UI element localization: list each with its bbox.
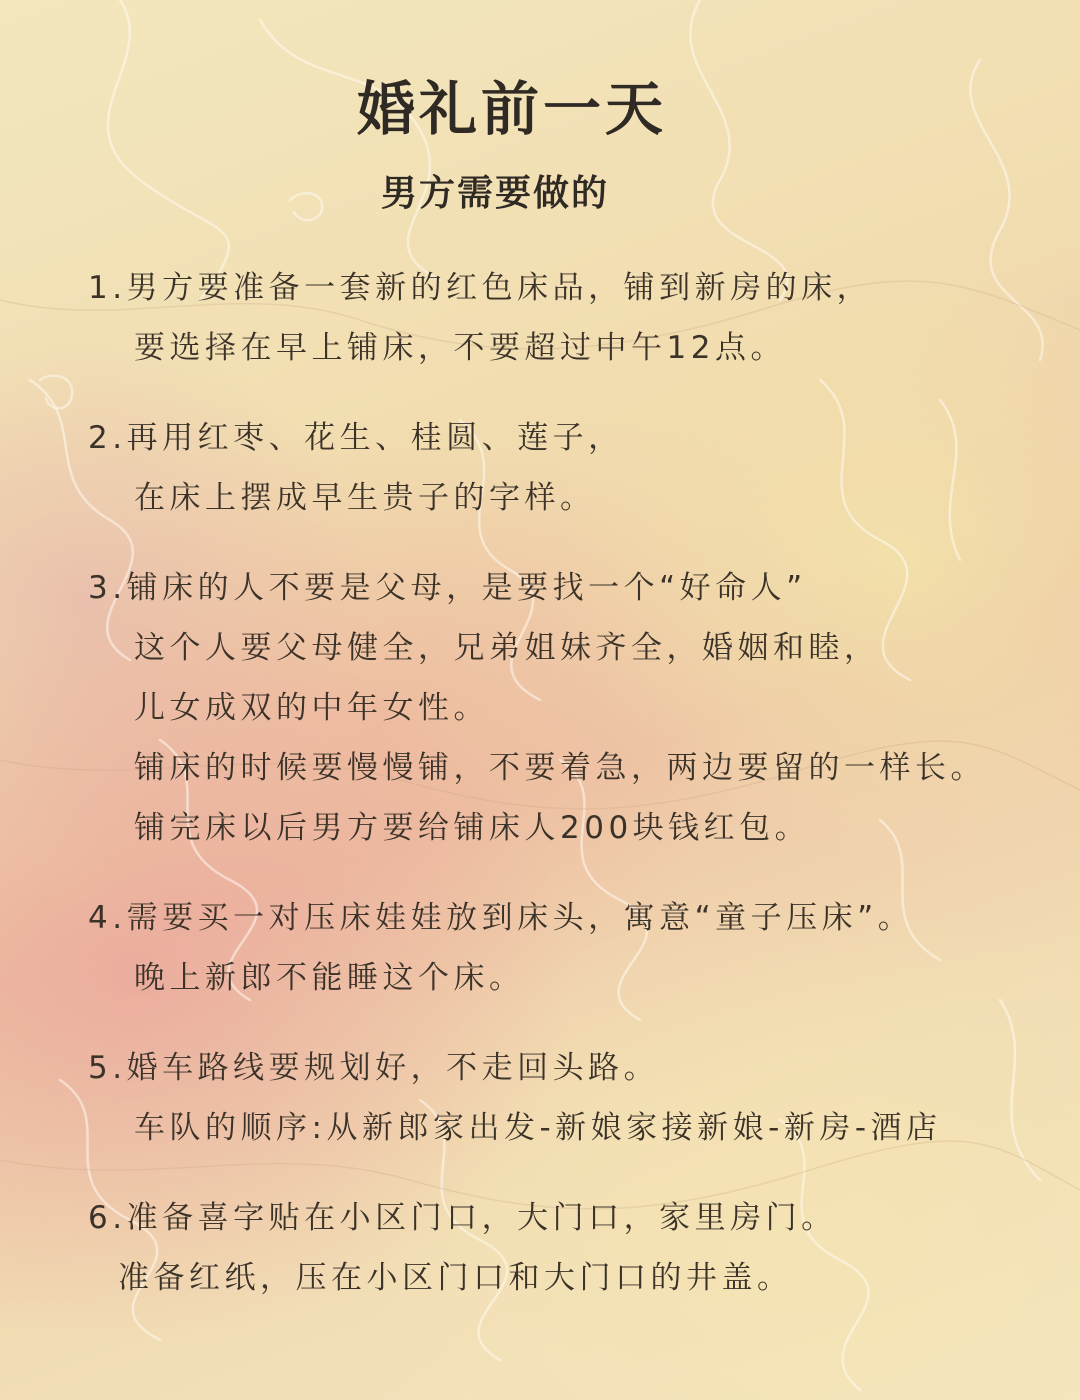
list-item-3-line-1: 3.铺床的人不要是父母，是要找一个“好命人” [88,570,807,606]
page-title: 婚礼前一天 [356,75,667,143]
list-item-1-line-2: 要选择在早上铺床，不要超过中午12点。 [134,330,786,366]
list-item-3-line-3: 儿女成双的中年女性。 [134,690,489,726]
list-item-1-line-1: 1.男方要准备一套新的红色床品，铺到新房的床， [88,270,873,306]
page-subtitle: 男方需要做的 [380,173,609,214]
list-item-6-line-1: 6.准备喜字贴在小区门口，大门口，家里房门。 [88,1200,837,1236]
list-item-6-line-2: 准备红纸，压在小区门口和大门口的井盖。 [118,1260,793,1296]
list-item-5-line-1: 5.婚车路线要规划好，不走回头路。 [88,1050,660,1086]
list-item-4-line-2: 晚上新郎不能睡这个床。 [134,960,525,996]
list-item-4-line-1: 4.需要买一对压床娃娃放到床头，寓意“童子压床”。 [88,900,914,936]
list-item-3-line-5: 铺完床以后男方要给铺床人200块钱红包。 [134,810,811,846]
list-item-3-line-2: 这个人要父母健全，兄弟姐妹齐全，婚姻和睦， [134,630,880,666]
list-item-2-line-2: 在床上摆成早生贵子的字样。 [134,480,596,516]
list-item-2-line-1: 2.再用红枣、花生、桂圆、莲子， [88,420,624,456]
list-item-5-line-2: 车队的顺序:从新郎家出发-新娘家接新娘-新房-酒店 [134,1110,942,1146]
list-item-3-line-4: 铺床的时候要慢慢铺，不要着急，两边要留的一样长。 [134,750,986,786]
